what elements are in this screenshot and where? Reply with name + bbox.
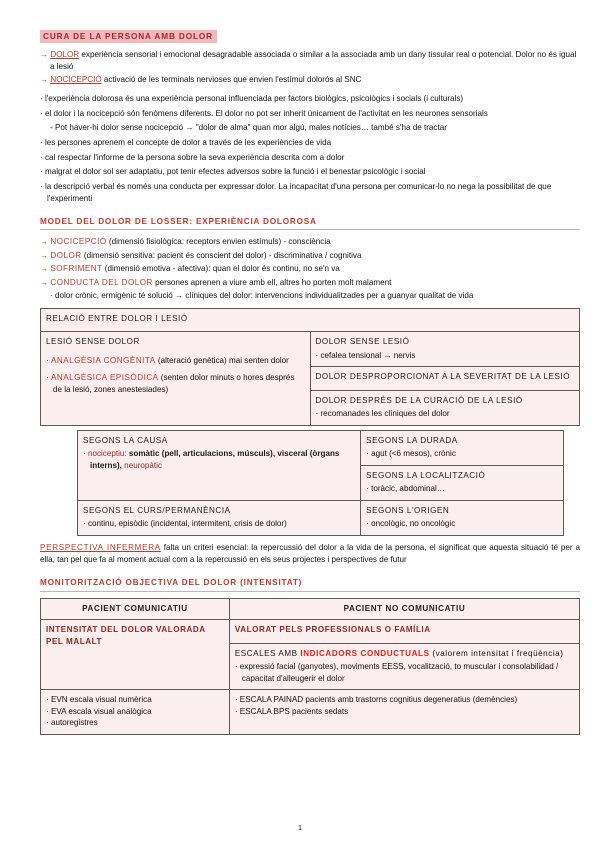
bullet-marker: · xyxy=(40,152,43,162)
list-item: · autoregistres xyxy=(46,718,98,728)
cell-caption: SEGONS LA LOCALITZACIÓ xyxy=(366,470,486,480)
cell-caption: INTENSITAT DEL DOLOR VALORADA PEL MALALT xyxy=(46,625,206,646)
table-row xyxy=(41,690,580,734)
cell-caption: VALORAT PELS PROFESSIONALS O FAMÍLIA xyxy=(234,625,431,635)
arrow-glyph: → xyxy=(40,50,49,60)
cell-caption: SEGONS LA DURADA xyxy=(366,435,458,445)
bullet-marker: · xyxy=(40,108,43,118)
table-row xyxy=(41,620,580,643)
entry-body: (senten dolor minuts o hores després de la lesió, zones anestesiades) xyxy=(53,373,295,394)
cell-body: · agut (<6 mesos), crònic xyxy=(366,449,456,459)
losser-item-sofriment xyxy=(40,263,580,274)
escales-body: · expressió facial (ganyotes), moviments EESS, vocalització, to muscular i consolabilidad / capacitat d'alleugerir el dolor xyxy=(234,662,559,683)
losser-term: NOCICEPCIÓ xyxy=(50,237,107,247)
losser-item-dolor xyxy=(40,250,580,261)
cell-escales-no-comunicatiu xyxy=(229,690,579,734)
table-header-relacio xyxy=(41,308,580,331)
bullet-marker: · xyxy=(46,373,49,383)
losser-item-nocicepcio xyxy=(40,236,580,247)
table-row xyxy=(41,332,580,367)
causa-bold: somàtic (pell, articulacions, músculs), visceral (òrgans interns), xyxy=(90,449,340,470)
cell-caption: DOLOR DESPRÉS DE LA CURACIÓ DE LA LESIÓ xyxy=(315,395,523,405)
section-heading-monitoritzacio: MONITORITZACIÓ OBJECTIVA DEL DOLOR (INTENSITAT) xyxy=(40,577,303,587)
page-number: 1 xyxy=(297,823,303,832)
column-header-pacient-no-comunicatiu xyxy=(229,598,579,619)
bullet-text: cal respectar l'informe de la persona sobre la seva experiència descrita com a dolor xyxy=(44,152,345,162)
page-title: CURA DE LA PERSONA AMB DOLOR xyxy=(40,30,217,43)
cell-caption: DOLOR DESPROPORCIONAT A LA SEVERITAT DE LA LESIÓ xyxy=(315,372,571,382)
losser-item-conducta xyxy=(40,277,580,288)
cell-intensitat-valorada-pel-malalt xyxy=(41,620,230,690)
cell-caption: DOLOR SENSE LESIÓ xyxy=(315,337,410,347)
cell-segons-lorigen xyxy=(361,500,564,535)
arrow-glyph: → xyxy=(40,250,49,260)
losser-note: · dolor crònic, ermigènic té solució → clíniques del dolor: intervencions individualitzades per a guanyar qualitat de vida xyxy=(50,291,474,301)
list-item xyxy=(40,181,580,204)
losser-body: persones aprenen a viure amb ell, altres ho porten molt malament xyxy=(152,277,392,287)
bullet-marker: · xyxy=(46,355,49,365)
escales-tail: (valorem intensitat i freqüència) xyxy=(429,648,564,658)
list-item: · ESCALA BPS pacients sedats xyxy=(234,706,349,716)
list-item: · EVA escala visual analògica xyxy=(46,706,152,716)
bullet-text: malgrat el dolor sol ser adaptatiu, pot tenir efectes adversos sobre la funció i el benestar psicològic i social xyxy=(44,167,426,177)
bullet-marker: · xyxy=(40,167,43,177)
bullet-marker: · xyxy=(40,137,43,147)
escales-line xyxy=(235,648,574,659)
list-item-sub: - Pot haver-hi dolor sense nocicepció → "dolor de alma" quan mor algú, males notícies… també s'ha de tractar xyxy=(50,123,447,133)
losser-body: (dimensió sensitiva: pacient és conscient del dolor) - discriminativa / cognitiva xyxy=(81,250,362,260)
bullet-marker: · xyxy=(40,93,43,103)
cell-caption: SEGONS EL CURS/PERMANÈNCIA xyxy=(83,505,231,515)
definition-nocicepcio-body: activació de les terminals nervioses que envien l'estímul dolorós al SNC xyxy=(101,75,362,85)
table-row xyxy=(78,500,564,535)
cell-body: · recomanades les clíniques del dolor xyxy=(315,409,450,419)
cell-escales-comunicatiu xyxy=(41,690,230,734)
bullet-text: l'experiència dolorosa és una experiència personal influenciada per factors biològics, psicològics i socials (i culturals) xyxy=(44,93,464,103)
analgesica-episodica-entry xyxy=(46,372,305,395)
analgesia-congenita-entry xyxy=(46,355,305,366)
cell-lesio-sense-dolor xyxy=(41,332,311,425)
escales-highlight: INDICADORS CONDUCTUALS xyxy=(300,648,430,658)
table-monitoritzacio xyxy=(40,598,580,735)
causa-lead: nociceptiu: xyxy=(87,449,127,459)
bullet-text: el dolor i la nocicepció són fenòmens diferents. El dolor no pot ser inherit únicament de l'activitat en les neurones sensorials xyxy=(44,108,488,118)
cell-caption: LESIÓ SENSE DOLOR xyxy=(46,337,140,347)
cell-dolor-desproporcionat xyxy=(310,367,580,390)
losser-body: (dimensió emotiva - afectiva): quan el dolor és continu, no se'n va xyxy=(102,264,340,274)
cell-dolor-sense-lesio xyxy=(310,332,580,367)
entry-body: (alteració genètica) mai senten dolor xyxy=(155,355,289,365)
cell-segons-el-curs xyxy=(78,500,361,535)
term-dolor: DOLOR xyxy=(50,50,80,60)
paragraph-perspectiva-infermera xyxy=(40,542,580,566)
list-item xyxy=(40,137,580,149)
table-classificacio-dolor xyxy=(77,430,564,536)
list-item: · ESCALA PAINAD pacients amb trastorns cognitius degeneratius (demències) xyxy=(234,695,518,705)
term-analgesia-congenita: ANALGÈSIA CONGÈNITA xyxy=(50,355,156,365)
cell-body: · cefalea tensional → nervis xyxy=(315,350,416,360)
cell-body: · toràcic, abdominal… xyxy=(366,484,445,494)
list-item xyxy=(40,93,580,105)
escales-lead: ESCALES AMB xyxy=(234,648,301,658)
definition-dolor-body: experiència sensorial i emocional desagradable associada o similar a la associada amb un dany tissular real o potencial. Dolor no és igual a lesió xyxy=(50,50,577,71)
definition-nocicepcio xyxy=(40,74,580,85)
perspectiva-body: falta un criteri esencial: la repercussió del dolor a la vida de la persona, el significat que aquesta situació té per a ella, tan pel que fa al moment actual com a la repercussió en els seus projectes i perspectives de futur xyxy=(40,542,580,564)
column-header-pacient-comunicatiu xyxy=(41,598,230,619)
losser-term: DOLOR xyxy=(50,250,82,260)
table-header-label: RELACIÓ ENTRE DOLOR I LESIÓ xyxy=(46,313,188,323)
cell-caption: SEGONS LA CAUSA xyxy=(83,435,168,445)
table-relacio-dolor-lesio xyxy=(40,308,580,426)
bullet-marker: · xyxy=(83,449,86,459)
term-analgesica-episodica: ANALGÈSICA EPISÒDICA xyxy=(50,373,159,383)
arrow-glyph: → xyxy=(40,277,49,287)
cell-body: · oncològic, no oncològic xyxy=(366,519,456,529)
arrow-glyph: → xyxy=(40,75,49,85)
bullet-marker: · xyxy=(40,182,43,192)
definition-dolor xyxy=(40,49,580,72)
list-item xyxy=(40,152,580,164)
list-item xyxy=(40,166,580,178)
term-nocicepcio: NOCICEPCIÓ xyxy=(50,75,102,85)
table-row xyxy=(78,430,564,465)
table-row xyxy=(41,598,580,619)
cell-dolor-despres-curacio xyxy=(310,390,580,425)
cell-segons-la-causa xyxy=(78,430,361,500)
cell-valorat-professionals-familia xyxy=(229,620,579,643)
column-header-label: PACIENT COMUNICATIU xyxy=(82,603,188,613)
causa-body xyxy=(83,448,355,471)
arrow-glyph: → xyxy=(40,237,49,247)
cell-caption: SEGONS L'ORIGEN xyxy=(366,505,450,515)
causa-tail: neuropàtic xyxy=(121,460,162,470)
arrow-glyph: → xyxy=(40,264,49,274)
cell-segons-la-durada xyxy=(361,430,564,465)
losser-body: (dimensió fisiològica: receptors envien estímuls) - consciència xyxy=(106,237,331,247)
cell-escales-indicadors-conductuals xyxy=(229,643,579,689)
list-item xyxy=(40,108,580,120)
list-item: · EVN escala visual numèrica xyxy=(46,695,152,705)
section-heading-losser: MODEL DEL DOLOR DE LOSSER: EXPERIÈNCIA DOLOROSA xyxy=(40,216,317,226)
cell-segons-la-localitzacio xyxy=(361,465,564,500)
divider xyxy=(40,591,580,592)
losser-term: SOFRIMENT xyxy=(50,264,103,274)
perspectiva-lead: PERSPECTIVA INFERMERA xyxy=(40,542,161,552)
losser-term: CONDUCTA DEL DOLOR xyxy=(50,277,153,287)
column-header-label: PACIENT NO COMUNICATIU xyxy=(343,603,466,613)
divider xyxy=(40,229,580,230)
table-row xyxy=(41,308,580,331)
bullet-text: la descripció verbal és només una conducta per expressar dolor. La incapacitat d'una persona per comunicar-lo no nega la possibilitat de que l'experimenti xyxy=(44,182,552,203)
cell-body: · continu, episòdic (incidental, intermitent, crisis de dolor) xyxy=(83,519,287,529)
table-classificacio-wrapper xyxy=(40,430,580,536)
bullet-text: les persones aprenem el concepte de dolor a través de les experiències de vida xyxy=(44,137,332,147)
